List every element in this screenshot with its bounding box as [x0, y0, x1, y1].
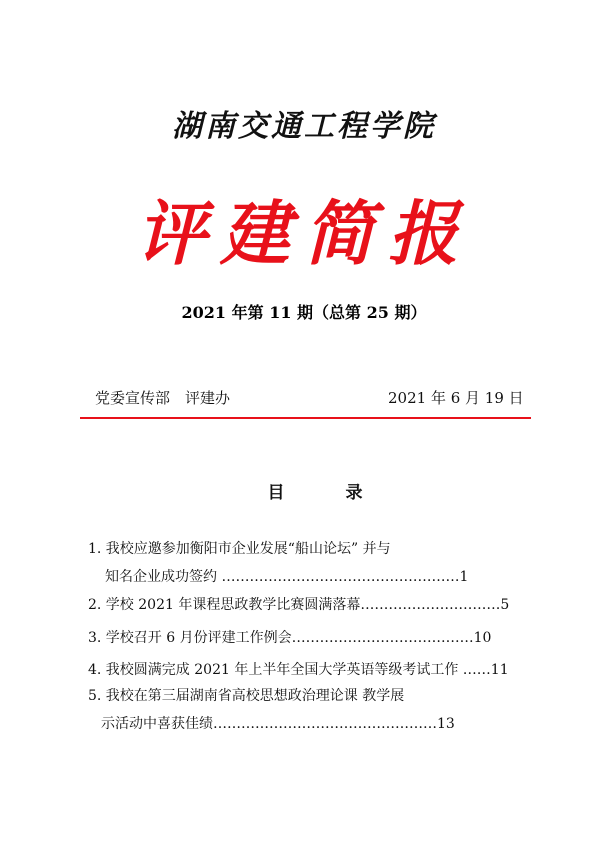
toc-entry-5-line2[interactable]: 示活动中喜获佳绩…………………………………………13 [101, 716, 455, 732]
department: 党委宣传部 评建办 [95, 389, 231, 407]
publish-date: 2021 年 6 月 19 日 [388, 389, 524, 407]
toc-entry-2[interactable]: 2. 学校 2021 年课程思政教学比赛圆满落幕…………………………5 [88, 597, 510, 613]
toc-entry-4[interactable]: 4. 我校圆满完成 2021 年上半年全国大学英语等级考试工作 ……11 [88, 662, 509, 678]
toc-entry-5-line1[interactable]: 5. 我校在第三届湖南省高校思想政治理论课 教学展 [88, 688, 405, 704]
toc-entry-3[interactable]: 3. 学校召开 6 月份评建工作例会…………………………………10 [88, 630, 492, 646]
issue-number: 2021 年第 11 期（总第 25 期） [181, 303, 427, 322]
school-name: 湖南交通工程学院 [172, 109, 436, 144]
toc-entry-1-line2[interactable]: 知名企业成功签约 ……………………………………………1 [105, 569, 469, 585]
toc-title: 目 录 [267, 483, 385, 503]
red-divider [80, 417, 531, 419]
bulletin-title: 评建简报 [136, 192, 472, 275]
toc-entry-1-line1[interactable]: 1. 我校应邀参加衡阳市企业发展“船山论坛” 并与 [88, 541, 391, 557]
